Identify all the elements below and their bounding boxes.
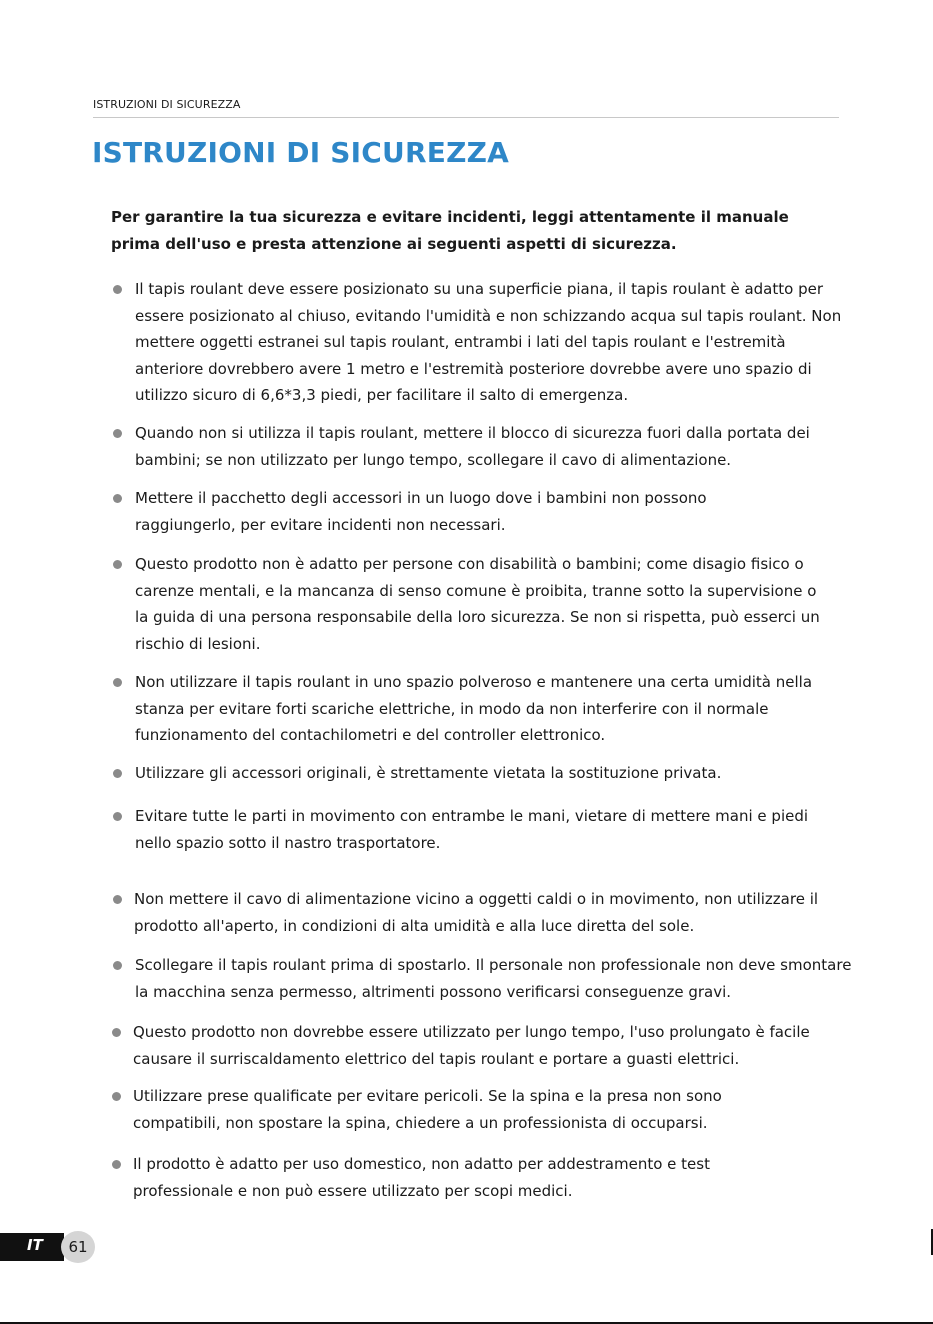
bullet-icon [113, 560, 122, 569]
list-item-text: Questo prodotto non dovrebbe essere utilizzato per lungo tempo, l'uso prolungato è facile causare il surriscaldamento elettrico del tapis roulant e portare a guasti elettrici. [133, 1023, 810, 1068]
list-item-text: Quando non si utilizza il tapis roulant, mettere il blocco di sicurezza fuori dalla portata dei bambini; se non utilizzato per lungo tempo, scollegare il cavo di alimentazione. [135, 424, 810, 469]
bullet-icon [113, 494, 122, 503]
list-item-text: Utilizzare prese qualificate per evitare pericoli. Se la spina e la presa non sono compatibili, non spostare la spina, chiedere a un professionista di occuparsi. [133, 1087, 722, 1132]
bullet-icon [112, 1160, 121, 1169]
bullet-icon [113, 769, 122, 778]
list-item-text: Non utilizzare il tapis roulant in uno spazio polveroso e mantenere una certa umidità nella stanza per evitare forti scariche elettriche, in modo da non interferire con il normale funzionamento del contachilometri e del controller elettronico. [135, 673, 813, 744]
header-divider [93, 117, 839, 118]
list-item-text: Evitare tutte le parti in movimento con entrambe le mani, vietare di mettere mani e piedi nello spazio sotto il nastro trasportatore. [135, 807, 809, 852]
list-item-text: Il prodotto è adatto per uso domestico, non adatto per addestramento e test professionale e non può essere utilizzato per scopi medici. [133, 1155, 710, 1200]
bullet-icon [113, 285, 122, 294]
bullet-icon [113, 895, 122, 904]
page-number: 61 [61, 1231, 95, 1263]
bullet-icon [112, 1092, 121, 1101]
running-header: ISTRUZIONI DI SICUREZZA [93, 98, 241, 111]
bullet-icon [112, 1028, 121, 1037]
list-item-text: Questo prodotto non è adatto per persone con disabilità o bambini; come disagio fisico o carenze mentali, e la mancanza di senso comune è proibita, tranne sotto la supervisione o la guida di una persona responsabile della loro sicurezza. Se non si rispetta, può esserci un rischio di lesioni. [135, 555, 820, 653]
bullet-icon [113, 678, 122, 687]
page-title: ISTRUZIONI DI SICUREZZA [92, 136, 509, 169]
list-item-text: Il tapis roulant deve essere posizionato su una superficie piana, il tapis roulant è adatto per essere posizionato al chiuso, evitando l'umidità e non schizzando acqua sul tapis roulant. Non mettere oggetti estranei sul tapis roulant, entrambi i lati del tapis roulant e l'estremità anteriore dovrebbero avere 1 metro e l'estremità posteriore dovrebbe avere uno spazio di utilizzo sicuro di 6,6*3,3 piedi, per facilitare il salto di emergenza. [135, 280, 842, 404]
list-item-text: Mettere il pacchetto degli accessori in un luogo dove i bambini non possono raggiungerlo, per evitare incidenti non necessari. [135, 489, 707, 534]
language-label: IT [27, 1236, 43, 1254]
bullet-icon [113, 812, 122, 821]
list-item-text: Scollegare il tapis roulant prima di spostarlo. Il personale non professionale non deve smontare la macchina senza permesso, altrimenti possono verificarsi conseguenze gravi. [135, 956, 852, 1001]
bullet-icon [113, 961, 122, 970]
intro-paragraph: Per garantire la tua sicurezza e evitare incidenti, leggi attentamente il manuale prima dell'uso e presta attenzione ai seguenti aspetti di sicurezza. [111, 208, 789, 253]
list-item-text: Non mettere il cavo di alimentazione vicino a oggetti caldi o in movimento, non utilizzare il prodotto all'aperto, in condizioni di alta umidità e alla luce diretta del sole. [134, 890, 819, 935]
bullet-icon [113, 429, 122, 438]
list-item-text: Utilizzare gli accessori originali, è strettamente vietata la sostituzione privata. [135, 764, 722, 782]
